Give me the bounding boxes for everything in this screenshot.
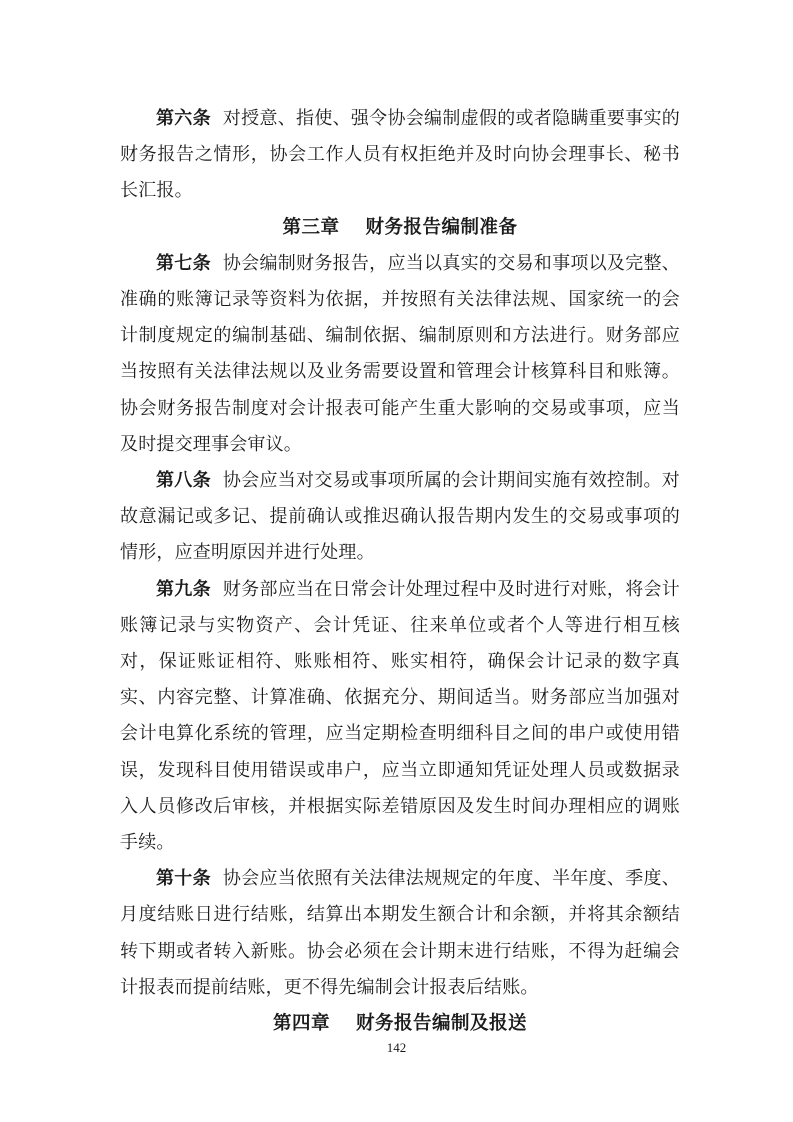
article-label: 第十条 [156, 868, 211, 890]
page-number: 142 [386, 1040, 407, 1055]
article-8 [120, 463, 680, 572]
article-text: 协会应当对交易或事项所属的会计期间实施有效控制。对故意漏记或多记、提前确认或推迟确认报告期内发生的交易或事项的情形，应查明原因并进行处理。 [120, 470, 680, 564]
chapter-title: 财务报告编制及报送 [356, 1013, 528, 1035]
document-body [120, 101, 680, 1042]
article-9 [120, 572, 680, 862]
article-label: 第七条 [156, 252, 211, 274]
article-6 [120, 101, 680, 210]
article-text: 协会编制财务报告，应当以真实的交易和事项以及完整、准确的账簿记录等资料为依据，并按照有关法律法规、国家统一的会计制度规定的编制基础、编制依据、编制原则和方法进行。财务部应当按照有关法律法规以及业务需要设置和管理会计核算科目和账簿。协会财务报告制度对会计报表可能产生重大影响的交易或事项，应当及时提交理事会审议。 [120, 252, 680, 455]
article-label: 第八条 [156, 470, 211, 492]
chapter-number: 第三章 [282, 216, 340, 238]
article-label: 第九条 [156, 578, 211, 600]
article-label: 第六条 [156, 108, 211, 129]
article-7 [120, 246, 680, 463]
article-text: 协会应当依照有关法律法规规定的年度、半年度、季度、月度结账日进行结账，结算出本期发生额合计和余额，并将其余额结转下期或者转入新账。协会必须在会计期末进行结账，不得为赶编会计报表而提前结账，更不得先编制会计报表后结账。 [120, 868, 680, 998]
chapter-title: 财务报告编制准备 [365, 216, 518, 238]
chapter-3-heading [120, 210, 680, 246]
article-text: 财务部应当在日常会计处理过程中及时进行对账，将会计账簿记录与实物资产、会计凭证、往来单位或者个人等进行相互核对，保证账证相符、账账相符、账实相符，确保会计记录的数字真实、内容完整、计算准确、依据充分、期间适当。财务部应当加强对会计电算化系统的管理，应当定期检查明细科目之间的串户或使用错误，发现科目使用错误或串户，应当立即通知凭证处理人员或数据录入人员修改后审核，并根据实际差错原因及发生时间办理相应的调账手续。 [120, 578, 680, 854]
chapter-4-heading [120, 1006, 680, 1042]
chapter-number: 第四章 [272, 1013, 330, 1035]
article-10 [120, 861, 680, 1006]
article-text: 对授意、指使、强令协会编制虚假的或者隐瞒重要事实的财务报告之情形，协会工作人员有权拒绝并及时向协会理事长、秘书长汇报。 [120, 108, 680, 202]
